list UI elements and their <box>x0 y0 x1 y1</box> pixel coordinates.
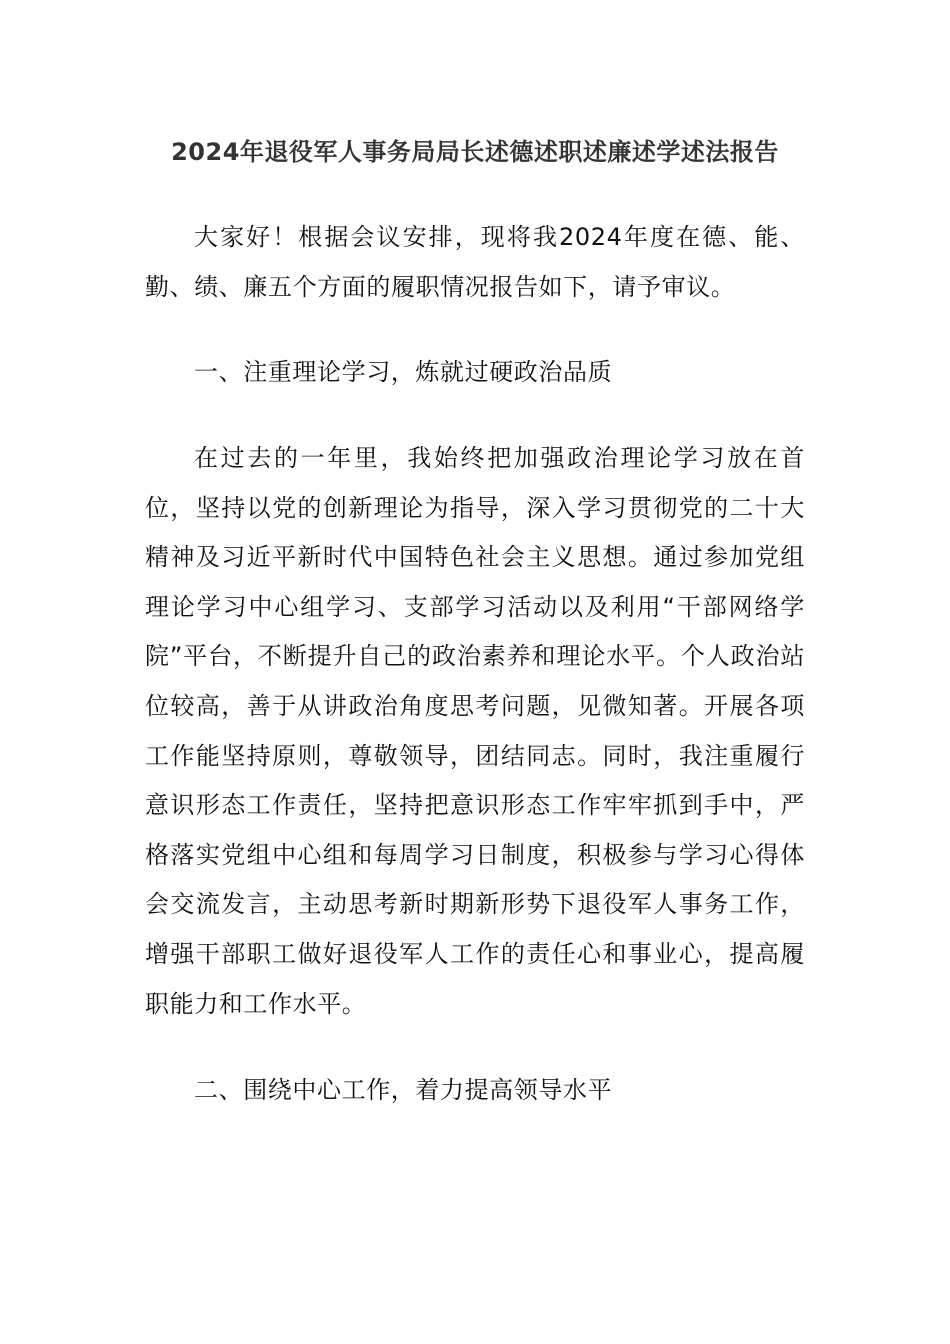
intro-paragraph: 大家好！根据会议安排，现将我2024年度在德、能、勤、绩、廉五个方面的履职情况报告如下，请予审议。 <box>145 223 805 301</box>
section-2-heading: 二、围绕中心工作，着力提高领导水平 <box>194 1076 613 1104</box>
section-1-heading: 一、注重理论学习，炼就过硬政治品质 <box>194 358 613 386</box>
section-1-body: 在过去的一年里，我始终把加强政治理论学习放在首位，坚持以党的创新理论为指导，深入学习贯彻党的二十大精神及习近平新时代中国特色社会主义思想。通过参加党组理论学习中心组学习、支部学习活动以及利用“干部网络学院”平台，不断提升自己的政治素养和理论水平。个人政治站位较高，善于从讲政治角度思考问题，见微知著。开展各项工作能坚持原则，尊敬领导，团结同志。同时，我注重履行意识形态工作责任，坚持把意识形态工作牢牢抓到手中，严格落实党组中心组和每周学习日制度，积极参与学习心得体会交流发言，主动思考新时期新形势下退役军人事务工作，增强干部职工做好退役军人工作的责任心和事业心，提高履职能力和工作水平。 <box>145 444 805 1018</box>
document-title: 2024年退役军人事务局局长述德述职述廉述学述法报告 <box>171 138 779 166</box>
